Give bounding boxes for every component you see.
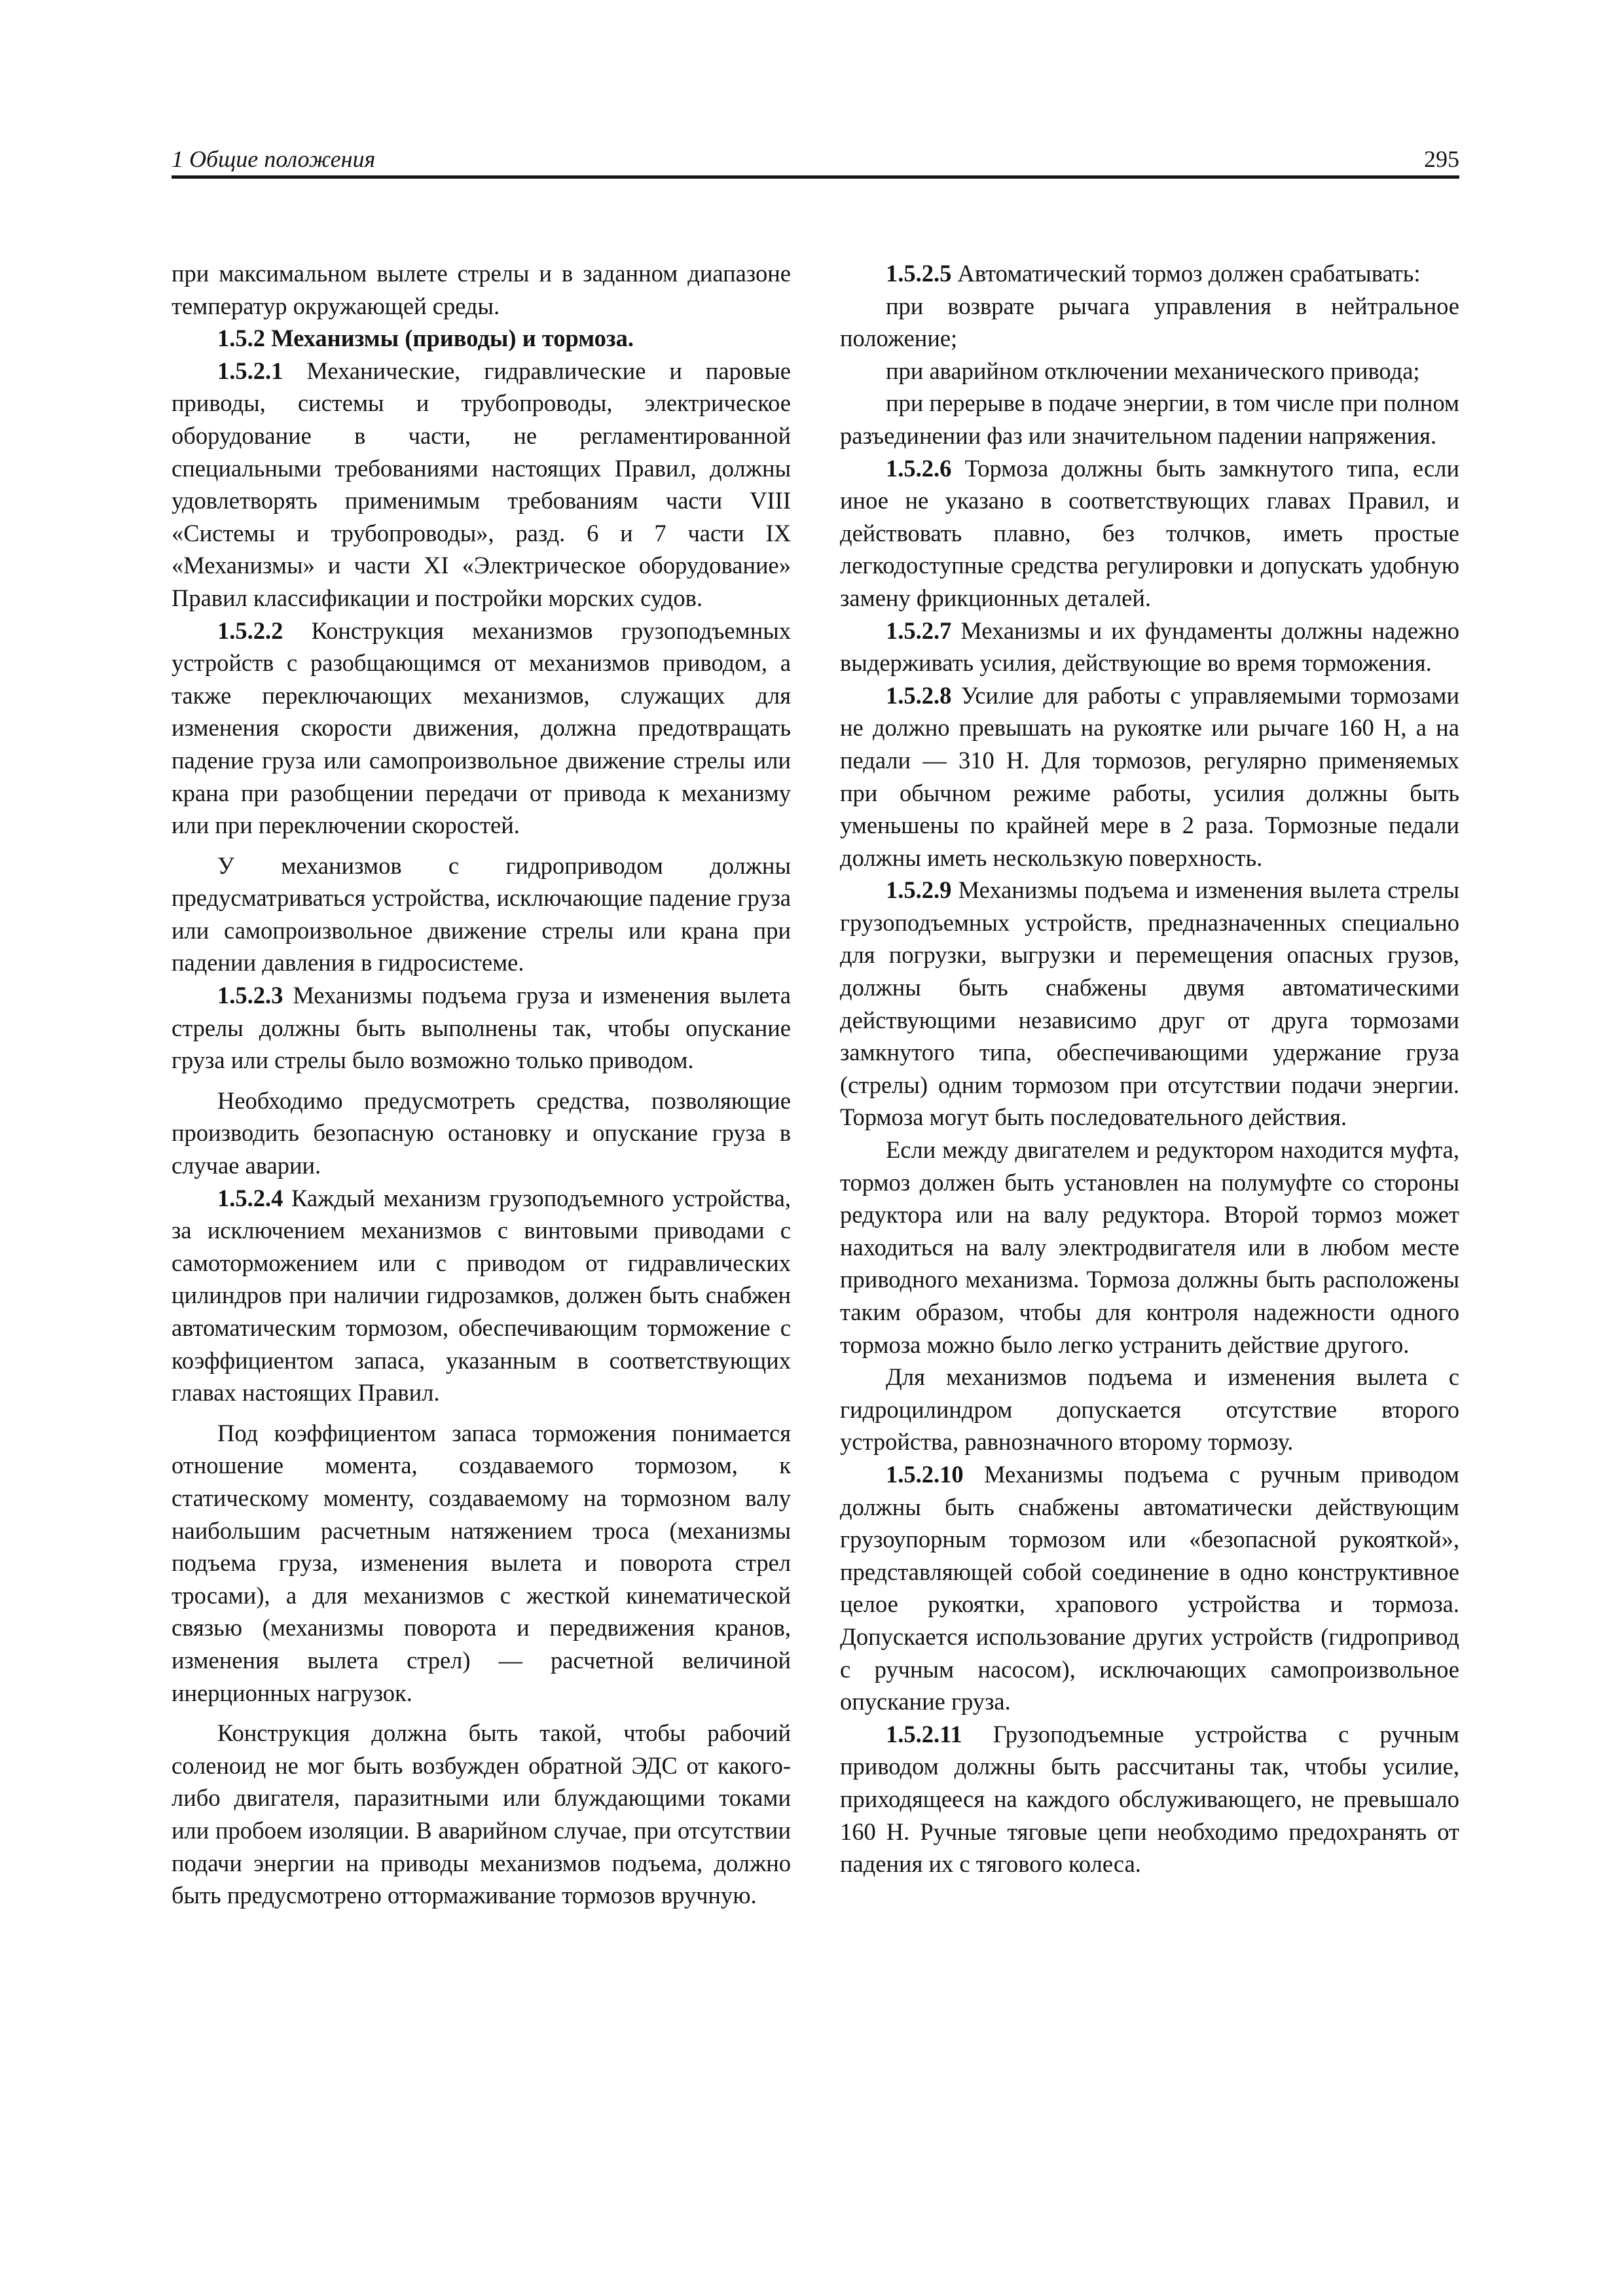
clause-number: 1.5.2.3 (217, 982, 283, 1009)
paragraph: У механизмов с гидроприводом должны предусматриваться устройства, исключающие падение груза или самопроизвольное движение стрелы или крана при падении давления в гидросистеме. (172, 852, 791, 977)
header-section-title: 1 Общие положения (172, 146, 376, 172)
paragraph: при аварийном отключении механического привода; (886, 357, 1420, 384)
clause-number: 1.5.2.2 (217, 617, 283, 644)
paragraph: 1.5.2.11 Грузоподъемные устройства с ручным приводом должны быть рассчитаны так, чтобы усилие, приходящееся на каждого обслуживающего, не превышало 160 Н. Ручные тяговые цепи необходимо предохранять от падения их с тягового колеса. (840, 1720, 1459, 1878)
running-header (172, 145, 1459, 179)
clause-number: 1.5.2.9 (886, 876, 952, 904)
paragraph: Конструкция должна быть такой, чтобы рабочий соленоид не мог быть возбужден обратной ЭДС от какого-либо двигателя, паразитными или блуждающими токами или пробоем изоляции. В аварийном случае, при отсутствии подачи энергии на приводы механизмов подъема, должно быть предусмотрено оттормаживание тормозов вручную. (172, 1719, 791, 1909)
paragraph: 1.5.2.2 Конструкция механизмов грузоподъемных устройств с разобщающимся от механизмов приводом, а также переключающих механизмов, служащих для изменения скорости движения, должна предотвращать падение груза или самопроизвольное движение стрелы или крана при разобщении передачи от привода к механизму или при переключении скоростей. (172, 617, 791, 839)
clause-number: 1.5.2.8 (886, 681, 952, 709)
paragraph: при максимальном вылете стрелы и в заданном диапазоне температур окружающей среды. (172, 260, 791, 319)
clause-number: 1.5.2.5 (886, 260, 952, 287)
paragraph: 1.5.2.9 Механизмы подъема и изменения вылета стрелы грузоподъемных устройств, предназначенных специально для погрузки, выгрузки и перемещения опасных грузов, должны быть снабжены двумя автоматическими действующими независимо друг от друга тормозами замкнутого типа, обеспечивающими удержание груза (стрелы) одним тормозом при отсутствии подачи энергии. Тормоза могут быть последовательного действия. (840, 876, 1459, 1131)
clause-number: 1.5.2.4 (217, 1184, 283, 1211)
paragraph: Под коэффициентом запаса торможения понимается отношение момента, создаваемого тормозом, к статическому моменту, создаваемому на тормозном валу наибольшим расчетным натяжением троса (механизмы подъема груза, изменения вылета и поворота стрел тросами), а для механизмов с жесткой кинематической связью (механизмы поворота и передвижения кранов, изменения вылета стрел) — расчетной величиной инерционных нагрузок. (172, 1419, 791, 1706)
paragraph: Необходимо предусмотреть средства, позволяющие производить безопасную остановку и опускание груза в случае аварии. (172, 1086, 791, 1179)
paragraph: 1.5.2.5 Автоматический тормоз должен срабатывать: (886, 260, 1421, 287)
paragraph: 1.5.2.7 Механизмы и их фундаменты должны надежно выдерживать усилия, действующие во время торможения. (840, 617, 1459, 677)
paragraph: Если между двигателем и редуктором находится муфта, тормоз должен быть установлен на полумуфте со стороны редуктора или на валу редуктора. Второй тормоз может находиться на валу электродвигателя или в любом месте приводного механизма. Тормоза должны быть расположены таким образом, чтобы для контроля надежности одного тормоза можно было легко устранить действие другого. (840, 1136, 1459, 1358)
clause-number: 1.5.2.11 (886, 1720, 962, 1748)
paragraph: 1.5.2.8 Усилие для работы с управляемыми тормозами не должно превышать на рукоятке или рычаге 160 Н, а на педали — 310 Н. Для тормозов, регулярно применяемых при обычном режиме работы, усилия должны быть уменьшены по крайней мере в 2 раза. Тормозные педали должны иметь нескользкую поверхность. (840, 681, 1459, 871)
paragraph: 1.5.2.4 Каждый механизм грузоподъемного устройства, за исключением механизмов с винтовыми приводами с самоторможением или с приводом от гидравлических цилиндров при наличии гидрозамков, должен быть снабжен автоматическим тормозом, обеспечивающим торможение с коэффициентом запаса, указанным в соответствующих главах настоящих Правил. (172, 1184, 791, 1407)
paragraph: Для механизмов подъема и изменения вылета с гидроцилиндром допускается отсутствие второго устройства, равнозначного второму тормозу. (840, 1363, 1459, 1456)
right-column (840, 257, 1459, 1880)
section-heading: 1.5.2 Механизмы (приводы) и тормоза. (217, 325, 634, 352)
clause-number: 1.5.2.6 (886, 454, 952, 482)
clause-number: 1.5.2.7 (886, 617, 952, 644)
paragraph: 1.5.2.10 Механизмы подъема с ручным приводом должны быть снабжены автоматически действующим грузоупорным тормозом или «безопасной рукояткой», представляющей собой соединение в одно конструктивное целое рукоятки, храпового устройства и тормоза. Допускается использование других устройств (гидропривод с ручным насосом), исключающих самопроизвольное опускание груза. (840, 1460, 1459, 1715)
left-column (172, 257, 791, 1912)
clause-number: 1.5.2.1 (217, 357, 283, 384)
paragraph: 1.5.2.3 Механизмы подъема груза и изменения вылета стрелы должны быть выполнены так, чтобы опускание груза или стрелы было возможно только приводом. (172, 982, 791, 1074)
clause-number: 1.5.2.10 (886, 1460, 964, 1488)
paragraph: при перерыве в подаче энергии, в том числе при полном разъединении фаз или значительном падении напряжения. (840, 389, 1459, 449)
header-rule (172, 175, 1459, 179)
page-number: 295 (1424, 146, 1459, 172)
paragraph: 1.5.2.6 Тормоза должны быть замкнутого типа, если иное не указано в соответствующих главах Правил, и действовать плавно, без толчков, иметь простые легкодоступные средства регулировки и допускать удобную замену фрикционных деталей. (840, 454, 1459, 611)
paragraph: 1.5.2.1 Механические, гидравлические и паровые приводы, системы и трубопроводы, электрическое оборудование в части, не регламентированной специальными требованиями настоящих Правил, должны удовлетворять применимым требованиям части VIII «Системы и трубопроводы», разд. 6 и 7 части IX «Механизмы» и части XI «Электрическое оборудование» Правил классификации и постройки морских судов. (172, 357, 791, 611)
paragraph: при возврате рычага управления в нейтральное положение; (840, 292, 1459, 352)
